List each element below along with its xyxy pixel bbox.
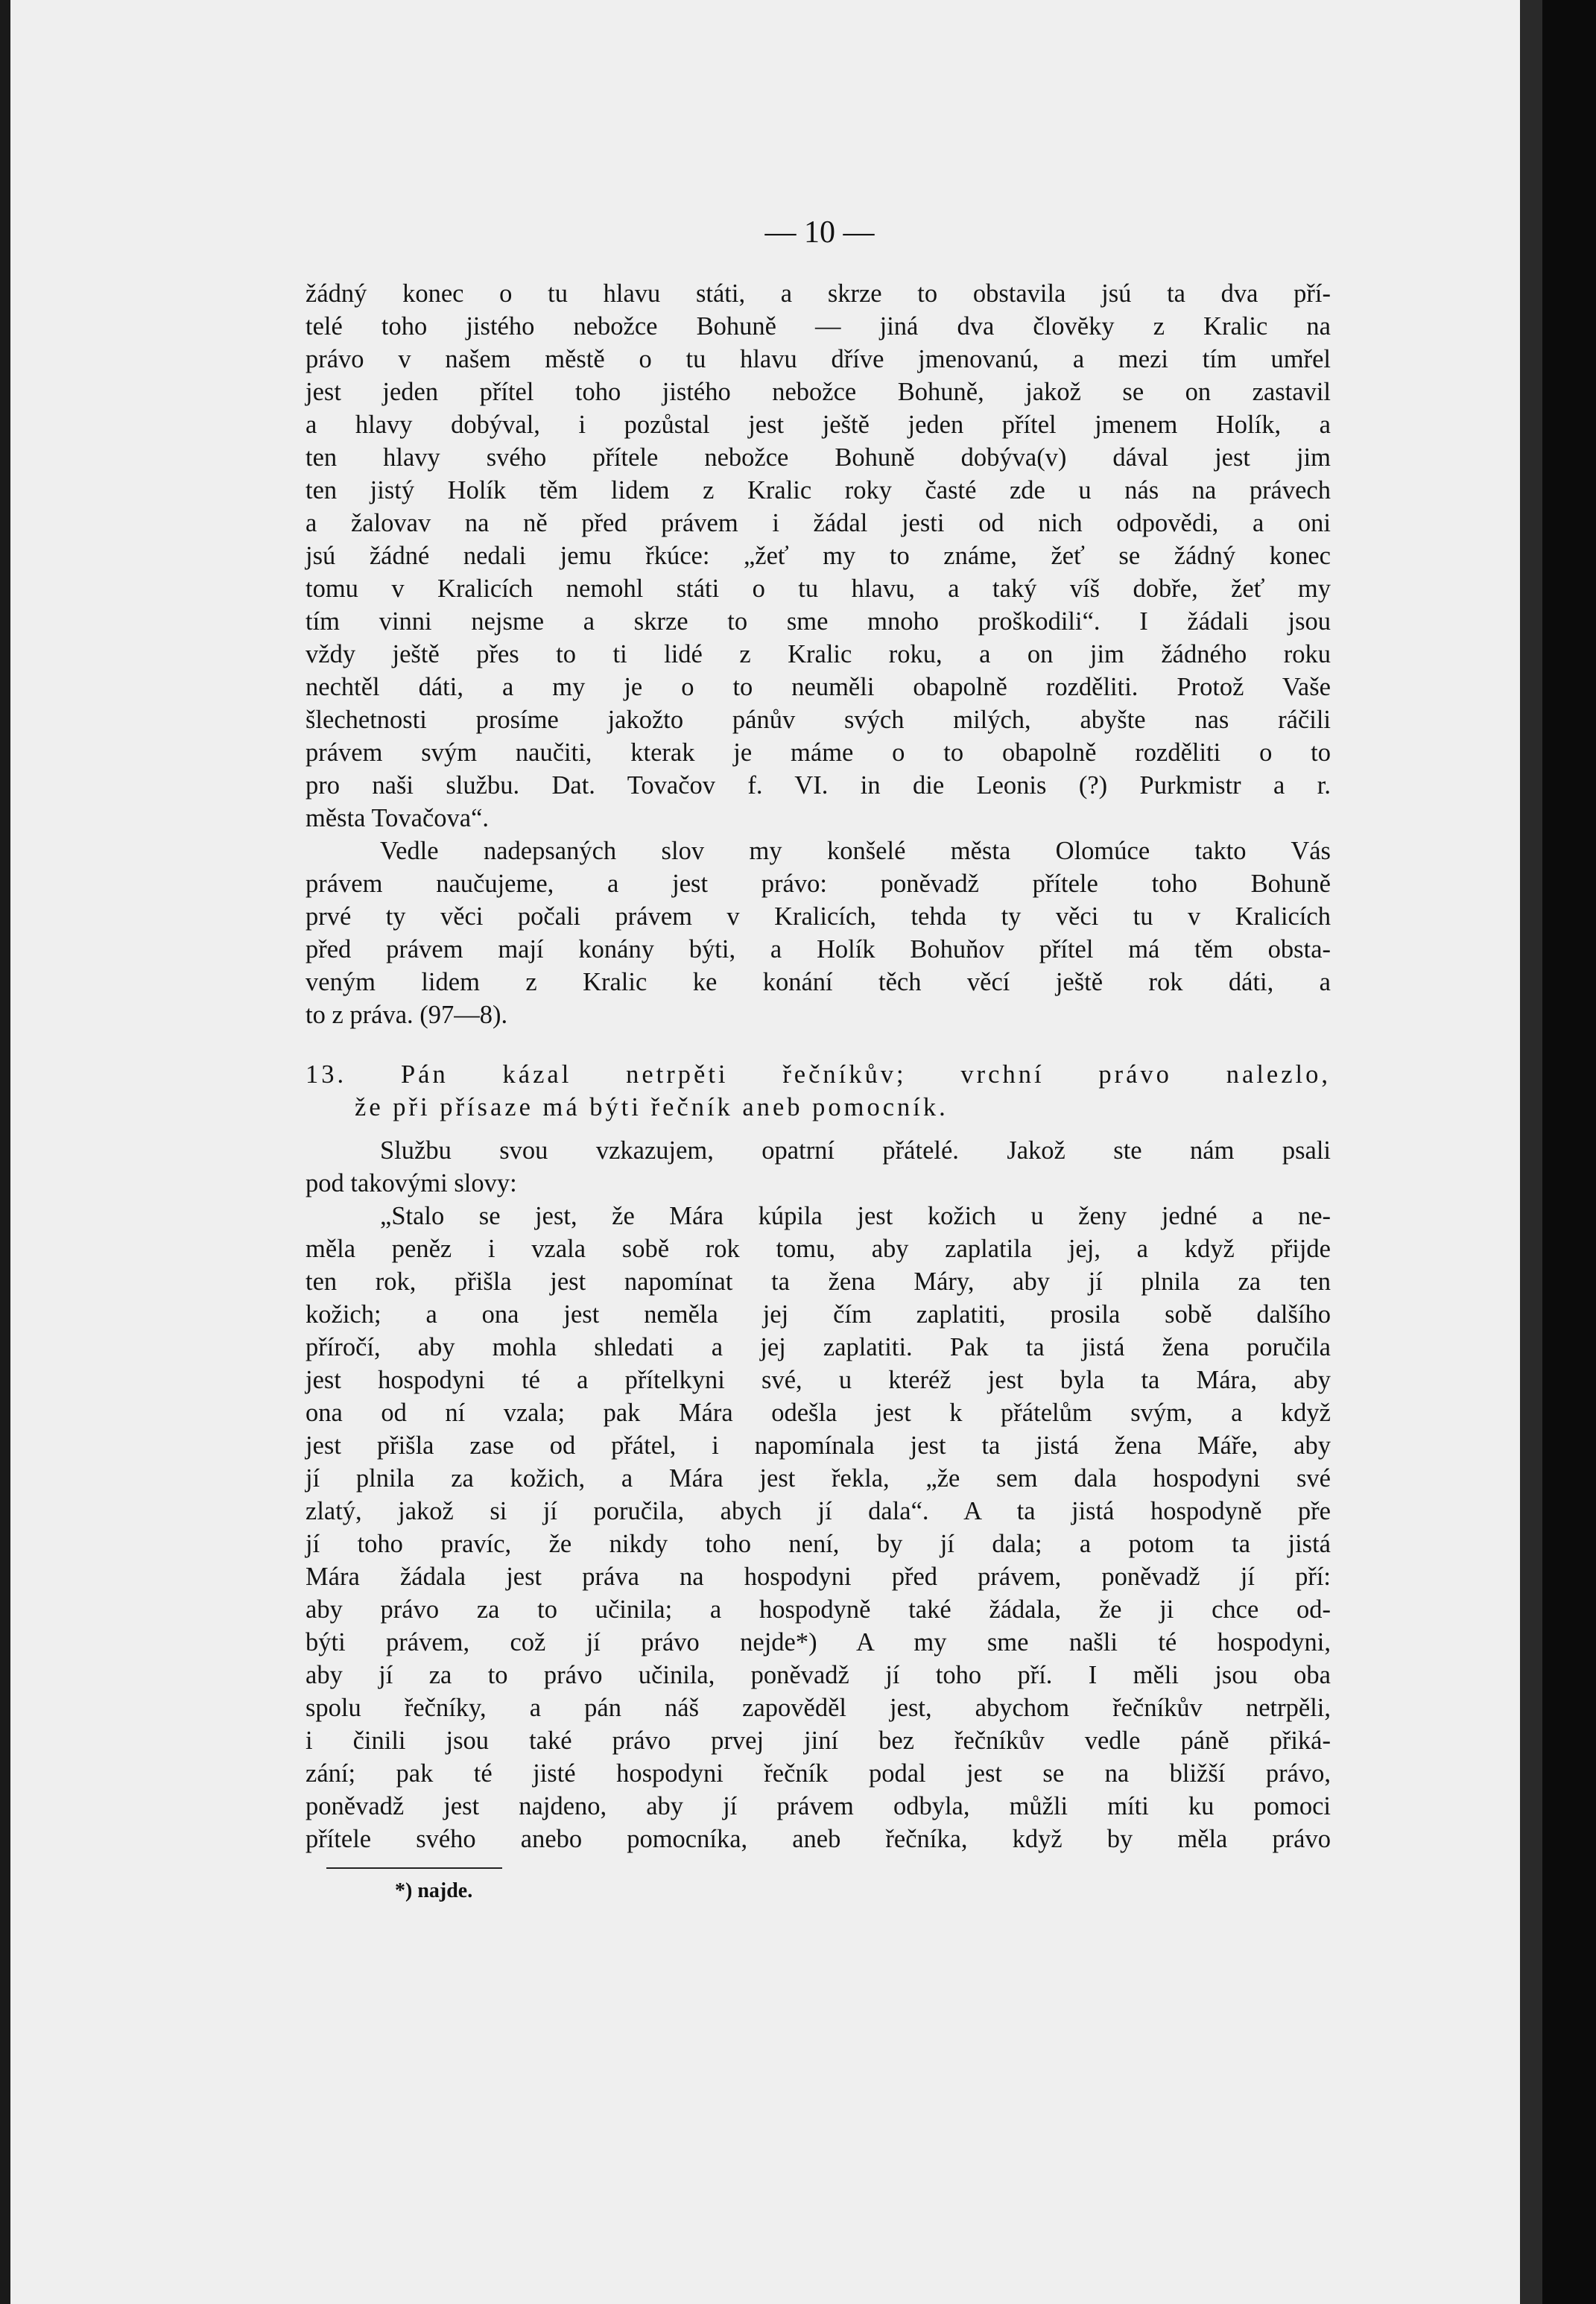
text-line: Vedle nadepsaných slov my konšelé města Olomúce takto Vás <box>380 837 1331 865</box>
paragraph-3-continued <box>305 1167 1331 1200</box>
text-line: města Tovačova“. <box>305 804 490 832</box>
text-line: žádný konec o tu hlavu státi, a skrze to obstavila jsú ta dva pří- <box>305 279 1331 308</box>
heading-line: 13. Pán kázal netrpěti řečníkův; vrchní právo nalezlo, <box>305 1060 1331 1089</box>
text-line: spolu řečníky, a pán náš zapověděl jest, abychom řečníkův netrpěli, <box>305 1694 1331 1722</box>
text-line: jí plnila za kožich, a Mára jest řekla, „že sem dala hospodyni své <box>305 1464 1331 1493</box>
text-line: býti právem, což jí právo nejde*) A my sme našli té hospodyni, <box>305 1628 1331 1656</box>
text-line: Službu svou vzkazujem, opatrní přátelé. Jakož ste nám psali <box>380 1136 1331 1165</box>
text-line: a žalovav na ně před právem i žádal jesti od nich odpovědi, a oni <box>305 509 1331 537</box>
body-text <box>305 277 1331 1855</box>
text-line: zlatý, jakož si jí poručila, abych jí dala“. A ta jistá hospodyně pře <box>305 1497 1331 1525</box>
text-line: před právem mají konány býti, a Holík Bohuňov přítel má těm obsta- <box>305 935 1331 963</box>
text-line: tomu v Kralicích nemohl státi o tu hlavu, a taký víš dobře, žeť my <box>305 575 1331 603</box>
paragraph-4 <box>305 1200 1331 1232</box>
text-line: ten jistý Holík těm lidem z Kralic roky časté zde u nás na právech <box>305 476 1331 504</box>
text-line: jest hospodyni té a přítelkyni své, u kteréž jest byla ta Mára, aby <box>305 1366 1331 1394</box>
text-line: pro naši službu. Dat. Tovačov f. VI. in die Leonis (?) Purkmistr a r. <box>305 771 1331 800</box>
text-line: i činili jsou také právo prvej jiní bez řečníkův vedle páně přiká- <box>305 1727 1331 1755</box>
text-line: jsú žádné nedali jemu řkúce: „žeť my to známe, žeť se žádný konec <box>305 542 1331 570</box>
text-line: telé toho jistého nebožce Bohuně — jiná dva človĕky z Kralic na <box>305 312 1331 341</box>
page-number: — 10 — <box>764 215 875 250</box>
heading-line: že při přísaze má býti řečník aneb pomocník. <box>355 1093 949 1121</box>
text-line: aby právo za to učinila; a hospodyně také žádala, že ji chce od- <box>305 1595 1331 1624</box>
text-line: kožich; a ona jest neměla jej čím zaplatiti, prosila sobě dalšího <box>305 1300 1331 1329</box>
text-line: jest jeden přítel toho jistého nebožce Bohuně, jakož se on zastavil <box>305 378 1331 406</box>
text-line: poněvadž jest najdeno, aby jí právem odbyla, můžli míti ku pomoci <box>305 1792 1331 1820</box>
text-line: aby jí za to právo učinila, poněvadž jí toho pří. I měli jsou oba <box>305 1661 1331 1689</box>
text-line: ten rok, přišla jest napomínat ta žena Máry, aby jí plnila za ten <box>305 1267 1331 1296</box>
text-line: jí toho pravíc, že nikdy toho není, by jí dala; a potom ta jistá <box>305 1530 1331 1558</box>
text-line: právo v našem městě o tu hlavu dříve jmenovanú, a mezi tím umřel <box>305 345 1331 373</box>
text-line: tím vinni nejsme a skrze to sme mnoho proškodili“. I žádali jsou <box>305 607 1331 636</box>
text-line: Mára žádala jest práva na hospodyni před právem, poněvadž jí pří: <box>305 1563 1331 1591</box>
spacer <box>305 1124 1331 1134</box>
text-line: zání; pak té jisté hospodyni řečník podal jest se na bližší právo, <box>305 1759 1331 1788</box>
paragraph-1 <box>305 277 1331 835</box>
footnote: *) najde. <box>395 1879 473 1902</box>
text-line: jest přišla zase od přátel, i napomínala jest ta jistá žena Máře, aby <box>305 1431 1331 1460</box>
text-line: ten hlavy svého přítele nebožce Bohuně dobýva(v) dával jest jim <box>305 443 1331 472</box>
text-line: právem naučujeme, a jest právo: poněvadž přítele toho Bohuně <box>305 870 1331 898</box>
text-line: přítele svého anebo pomocníka, aneb řečníka, když by měla právo <box>305 1825 1331 1853</box>
paragraph-2-continued <box>305 867 1331 1031</box>
text-line: měla peněz i vzala sobě rok tomu, aby zaplatila jej, a když přijde <box>305 1235 1331 1263</box>
text-line: ona od ní vzala; pak Mára odešla jest k přátelům svým, a když <box>305 1399 1331 1427</box>
text-line: šlechetnosti prosíme jakožto pánův svých milých, abyšte nas ráčili <box>305 706 1331 734</box>
text-line: to z práva. (97—8). <box>305 1001 508 1029</box>
text-line: pod takovými slovy: <box>305 1169 517 1197</box>
text-line: příročí, aby mohla shledati a jej zaplatiti. Pak ta jistá žena poručila <box>305 1333 1331 1361</box>
text-line: nechtěl dáti, a my je o to neuměli obapolně rozděliti. Protož Vaše <box>305 673 1331 701</box>
text-line: a hlavy dobýval, i pozůstal jest ještě jeden přítel jmenem Holík, a <box>305 411 1331 439</box>
spacer <box>305 1031 1331 1058</box>
text-line: právem svým naučiti, kterak je máme o to obapolně rozděliti o to <box>305 738 1331 767</box>
footnote-rule <box>326 1867 502 1869</box>
paragraph-4-continued <box>305 1232 1331 1855</box>
text-line: veným lidem z Kralic ke konání těch věcí ještě rok dáti, a <box>305 968 1331 996</box>
text-line: „Stalo se jest, že Mára kúpila jest kožich u ženy jedné a ne- <box>380 1202 1331 1230</box>
section-heading <box>305 1058 1331 1124</box>
text-line: vždy ještě přes to ti lidé z Kralic roku, a on jim žádného roku <box>305 640 1331 668</box>
paragraph-2 <box>305 835 1331 867</box>
text-line: prvé ty věci počali právem v Kralicích, tehda ty věci tu v Kralicích <box>305 902 1331 931</box>
paragraph-3 <box>305 1134 1331 1167</box>
